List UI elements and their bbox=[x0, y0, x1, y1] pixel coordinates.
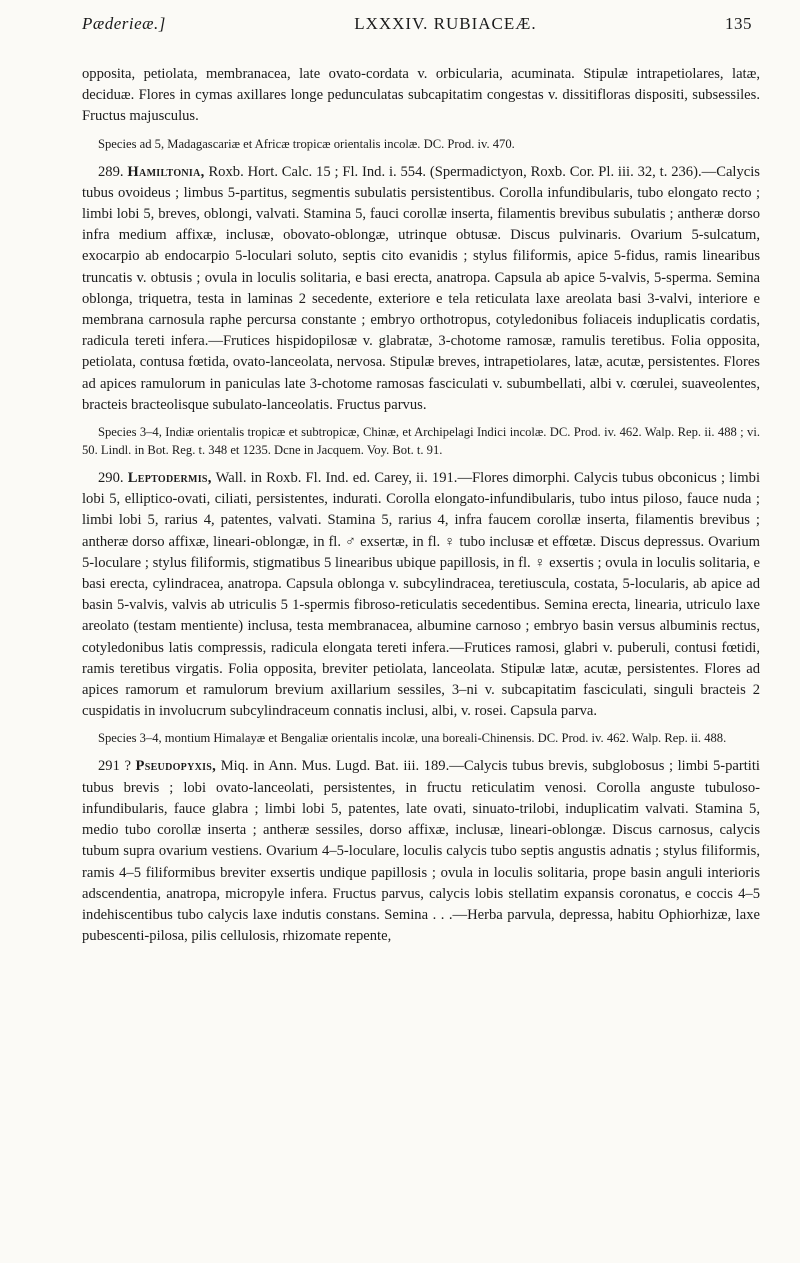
genus-name: Hamiltonia, bbox=[127, 163, 205, 180]
continued-paragraph bbox=[82, 64, 760, 128]
body-text bbox=[82, 64, 760, 947]
genus-name: Leptodermis, bbox=[127, 470, 212, 487]
entry-number: 291 ? bbox=[98, 758, 131, 775]
page-number: 135 bbox=[725, 14, 752, 33]
entry-text: Roxb. Hort. Calc. 15 ; Fl. Ind. i. 554. (Spermadictyon, Roxb. Cor. Pl. iii. 32, t. 236).—Calycis tubus ovoideus ; limbus 5-partitus, segmentis subulatis persistentibus. Corolla infundibularis, tubo elongato recto ; limbi lobi 5, breves, oblongi, valvati. Stamina 5, fauci corollæ inserta, filamentis brevibus subulatis ; antheræ dorso infra medium affixæ, inclusæ, obovato-oblongæ, utrinque obtusæ. Discus pulvinaris. Ovarium 5-sulcatum, exocarpio ab endocarpio 5-loculari soluto, septis cito evanidis ; stylus filiformis, apice 5-fidus, ramis linearibus truncatis v. obtusis ; ovula in loculis solitaria, e basi erecta, anatropa. Capsula ab apice 5-valvis, 5-sperma. Semina oblonga, triquetra, testa in laminas 2 secedente, exteriore e tela reticulata laxe areolata basi 3-valvi, interiore e membrana carnosula raphe percursa constante ; embryo orthotropus, cotyledonibus foliaceis induplicatis cordatis, radicula tereti infera.—Frutices hispidopilosæ v. glabratæ, 3-chotome ramosæ, ramulis teretibus. Folia opposita, petiolata, contusa fœtida, ovato-lanceolata, nervosa. Stipulæ breves, intrapetiolares, latæ, acutæ, persistentes. Flores ad apices ramulorum in paniculas late 3-chotome ramosas fasciculati v. subumbellati, albi v. cœrulei, suaveolentes, bracteis bracteolisque subulato-lanceolatis. Fructus parvus. bbox=[82, 163, 760, 413]
species-note-text: Species 3–4, montium Himalayæ et Bengaliæ orientalis incolæ, una boreali-Chinensis. DC. Prod. iv. 462. Walp. Rep. ii. 488. bbox=[98, 731, 727, 746]
genus-entry-pseudopyxis bbox=[82, 756, 760, 947]
genus-entry-leptodermis bbox=[82, 468, 760, 722]
paragraph-text: opposita, petiolata, membranacea, late ovato-cordata v. orbicularia, acuminata. Stipulæ intrapetiolares, latæ, deciduæ. Flores in cymas axillares longe pedunculatas subcapitatim congestas v. dissitifloras dispositi, subsessiles. Fructus majusculus. bbox=[82, 66, 760, 125]
chapter-title: LXXXIV. RUBIACEÆ. bbox=[354, 14, 537, 33]
running-head bbox=[82, 14, 752, 44]
entry-number: 289. bbox=[98, 163, 124, 180]
entry-number: 290. bbox=[98, 470, 124, 487]
section-title: Pæderieæ.] bbox=[82, 14, 166, 33]
genus-entry-hamiltonia bbox=[82, 162, 760, 416]
genus-name: Pseudopyxis, bbox=[135, 758, 217, 775]
species-note bbox=[82, 729, 760, 747]
entry-text: Wall. in Roxb. Fl. Ind. ed. Carey, ii. 191.—Flores dimorphi. Calycis tubus obconicus ; limbi lobi 5, elliptico-ovati, ciliati, persistentes, indurati. Corolla elongato-infundibularis, tubo intus piloso, fauce nuda ; limbi lobi 5, rarius 4, patentes, valvati. Stamina 5, rarius 4, infra faucem corollæ inserta, filamentis brevibus ; antheræ dorso affixæ, lineari-oblongæ, in fl. ♂ exsertæ, in fl. ♀ tubo inclusæ et effœtæ. Discus depressus. Ovarium 5-loculare ; stylus filiformis, stigmatibus 5 linearibus ubique papillosis, in fl. ♀ exsertis ; ovula in loculis solitaria, e basi erecta, cylindracea, anatropa. Capsula oblonga v. subcylindracea, teretiuscula, costata, 5-locularis, ab apice ad basin 5-valvis, valvis ab utriculis 5 1-spermis fibroso-reticulatis secedentibus. Semina erecta, linearia, utriculo laxe areolato (testam mentiente) inclusa, testa membranacea, albumine carnoso ; embryo basin versus albuminis rectus, cotyledonibus latis compressis, radicula elongata tereti infera.—Frutices ramosi, glabri v. puberuli, contusi fœtidi, ramis teretibus virgatis. Folia opposita, breviter petiolata, lanceolata. Stipulæ latæ, acutæ, persistentes. Flores ad apices ramorum et ramulorum brevium axillarium sessiles, 3–ni v. subcapitatim fasciculati, singuli bracteis 2 cuspidatis in involucrum subcylindraceum connatis inclusi, albi, v. rosei. Capsula parva. bbox=[82, 470, 760, 720]
species-note bbox=[82, 135, 760, 153]
entry-text: Miq. in Ann. Mus. Lugd. Bat. iii. 189.—Calycis tubus brevis, subglobosus ; limbi 5-partiti tubus brevis ; lobi ovato-lanceolati, persistentes, in fructu reticulatim venosi. Corolla anguste tubuloso-infundibularis, fauce glabra ; limbi lobi 5, patentes, late ovati, sinuato-trilobi, induplicatim valvati. Stamina 5, medio tubo corollæ inserta ; antheræ sessiles, dorso affixæ, inclusæ, lineari-oblongæ. Discus carnosus, calycis tubum supra ovarium vestiens. Ovarium 4–5-loculare, loculis calycis tubo septis angustis adnatis ; stylus filiformis, ramis 4–5 filiformibus breviter exsertis undique papillosis ; ovula in loculis solitaria, prope basin anguli interioris adscendentia, anatropa, micropyle infera. Fructus parvus, calycis lobis stellatim expansis coronatus, e coccis 4–5 indehiscentibus tubo calycis laxe indutis constans. Semina . . .—Herba parvula, depressa, habitu Ophiorhizæ, laxe pubescenti-pilosa, pilis cellulosis, rhizomate repente, bbox=[82, 758, 760, 945]
species-note bbox=[82, 423, 760, 459]
species-note-text: Species 3–4, Indiæ orientalis tropicæ et subtropicæ, Chinæ, et Archipelagi Indici incolæ. DC. Prod. iv. 462. Walp. Rep. ii. 488 ; vi. 50. Lindl. in Bot. Reg. t. 348 et 1235. Dcne in Jacquem. Voy. Bot. t. 91. bbox=[82, 425, 760, 458]
species-note-text: Species ad 5, Madagascariæ et Africæ tropicæ orientalis incolæ. DC. Prod. iv. 470. bbox=[98, 136, 515, 151]
